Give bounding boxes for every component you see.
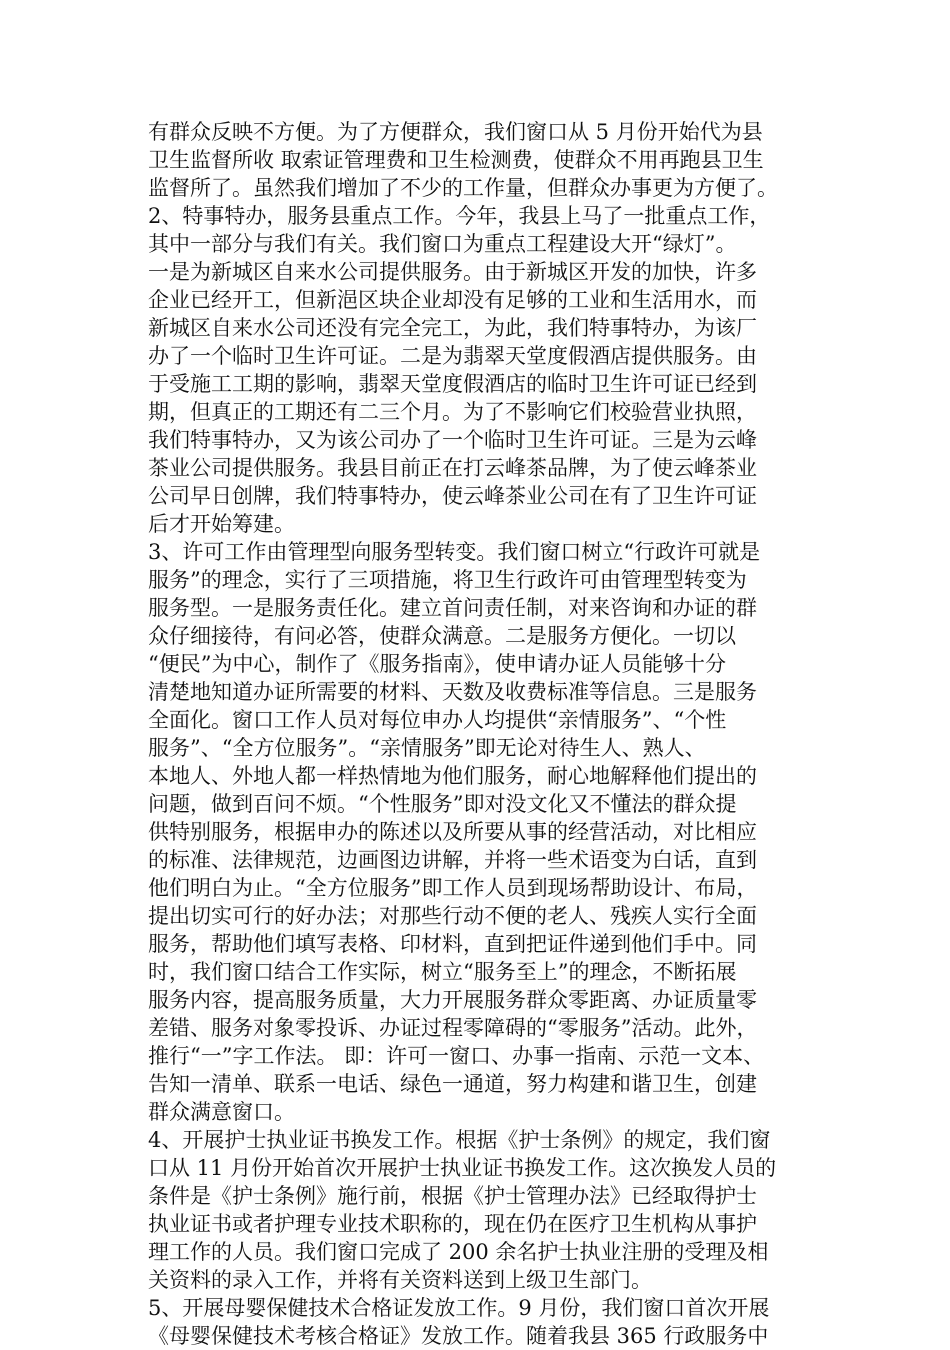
text-line: 我们特事特办，又为该公司办了一个临时卫生许可证。三是为云峰 xyxy=(148,428,757,452)
text-line: 理工作的人员。我们窗口完成了 200 余名护士执业注册的受理及相 xyxy=(148,1240,769,1264)
text-line: 清楚地知道办证所需要的材料、天数及收费标准等信息。三是服务 xyxy=(148,680,757,704)
text-line: 服务”、“全方位服务”。“亲情服务”即无论对待生人、熟人、 xyxy=(148,736,706,760)
text-line: 提出切实可行的好办法；对那些行动不便的老人、残疾人实行全面 xyxy=(148,904,757,928)
text-line: 条件是《护士条例》施行前，根据《护士管理办法》已经取得护士 xyxy=(148,1184,757,1208)
text-line: 推行“一”字工作法。 即：许可一窗口、办事一指南、示范一文本、 xyxy=(148,1044,765,1068)
text-line: 他们明白为止。“全方位服务”即工作人员到现场帮助设计、布局， xyxy=(148,876,758,900)
text-line: 公司早日创牌，我们特事特办，使云峰茶业公司在有了卫生许可证 xyxy=(148,484,757,508)
text-line: 服务型。一是服务责任化。建立首问责任制，对来咨询和办证的群 xyxy=(148,596,757,620)
text-line: 办了一个临时卫生许可证。二是为翡翠天堂度假酒店提供服务。由 xyxy=(148,344,757,368)
text-line: 后才开始筹建。 xyxy=(148,512,295,536)
text-line: 4、开展护士执业证书换发工作。根据《护士条例》的规定，我们窗 xyxy=(148,1128,771,1152)
text-line: 《母婴保健技术考核合格证》发放工作。随着我县 365 行政服务中 xyxy=(148,1324,769,1348)
text-line: 告知一清单、联系一电话、绿色一通道，努力构建和谐卫生，创建 xyxy=(148,1072,757,1096)
text-line: 其中一部分与我们有关。我们窗口为重点工程建设大开“绿灯”。 xyxy=(148,232,737,256)
text-line: 时，我们窗口结合工作实际，树立“服务至上”的理念，不断拓展 xyxy=(148,960,737,984)
text-line: 全面化。窗口工作人员对每位申办人均提供“亲情服务”、“个性 xyxy=(148,708,727,732)
text-line: 2、特事特办，服务县重点工作。今年，我县上马了一批重点工作， xyxy=(148,204,771,228)
text-line: 众仔细接待，有问必答，使群众满意。二是服务方便化。一切以 xyxy=(148,624,736,648)
text-line: 茶业公司提供服务。我县目前正在打云峰茶品牌，为了使云峰茶业 xyxy=(148,456,757,480)
text-line: 期，但真正的工期还有二三个月。为了不影响它们校验营业执照， xyxy=(148,400,757,424)
text-line: 监督所了。虽然我们增加了不少的工作量，但群众办事更为方便了。 xyxy=(148,176,778,200)
text-line: “便民”为中心，制作了《服务指南》，使申请办证人员能够十分 xyxy=(148,652,726,676)
text-line: 服务，帮助他们填写表格、印材料，直到把证件递到他们手中。同 xyxy=(148,932,757,956)
text-line: 服务”的理念，实行了三项措施，将卫生行政许可由管理型转变为 xyxy=(148,568,747,592)
text-line: 关资料的录入工作，并将有关资料送到上级卫生部门。 xyxy=(148,1268,652,1292)
text-line: 于受施工工期的影响，翡翠天堂度假酒店的临时卫生许可证已经到 xyxy=(148,372,757,396)
text-line: 执业证书或者护理专业技术职称的，现在仍在医疗卫生机构从事护 xyxy=(148,1212,757,1236)
text-line: 卫生监督所收 取索证管理费和卫生检测费，使群众不用再跑县卫生 xyxy=(148,148,764,172)
text-line: 供特别服务，根据申办的陈述以及所要从事的经营活动，对比相应 xyxy=(148,820,757,844)
text-line: 企业已经开工，但新浥区块企业却没有足够的工业和生活用水，而 xyxy=(148,288,757,312)
text-line: 的标准、法律规范，边画图边讲解，并将一些术语变为白话，直到 xyxy=(148,848,757,872)
text-line: 5、开展母婴保健技术合格证发放工作。9 月份，我们窗口首次开展 xyxy=(148,1296,770,1320)
text-line: 问题，做到百问不烦。“个性服务”即对没文化又不懂法的群众提 xyxy=(148,792,737,816)
document-body-text xyxy=(148,118,808,1350)
text-line: 服务内容，提高服务质量，大力开展服务群众零距离、办证质量零 xyxy=(148,988,757,1012)
text-line: 一是为新城区自来水公司提供服务。由于新城区开发的加快，许多 xyxy=(148,260,757,284)
text-line: 口从 11 月份开始首次开展护士执业证书换发工作。这次换发人员的 xyxy=(148,1156,777,1180)
text-line: 3、许可工作由管理型向服务型转变。我们窗口树立“行政许可就是 xyxy=(148,540,761,564)
text-line: 本地人、外地人都一样热情地为他们服务，耐心地解释他们提出的 xyxy=(148,764,757,788)
text-line: 差错、服务对象零投诉、办证过程零障碍的“零服务”活动。此外， xyxy=(148,1016,758,1040)
text-line: 有群众反映不方便。为了方便群众，我们窗口从 5 月份开始代为县 xyxy=(148,120,763,144)
text-line: 群众满意窗口。 xyxy=(148,1100,295,1124)
text-line: 新城区自来水公司还没有完全完工，为此，我们特事特办，为该厂 xyxy=(148,316,757,340)
